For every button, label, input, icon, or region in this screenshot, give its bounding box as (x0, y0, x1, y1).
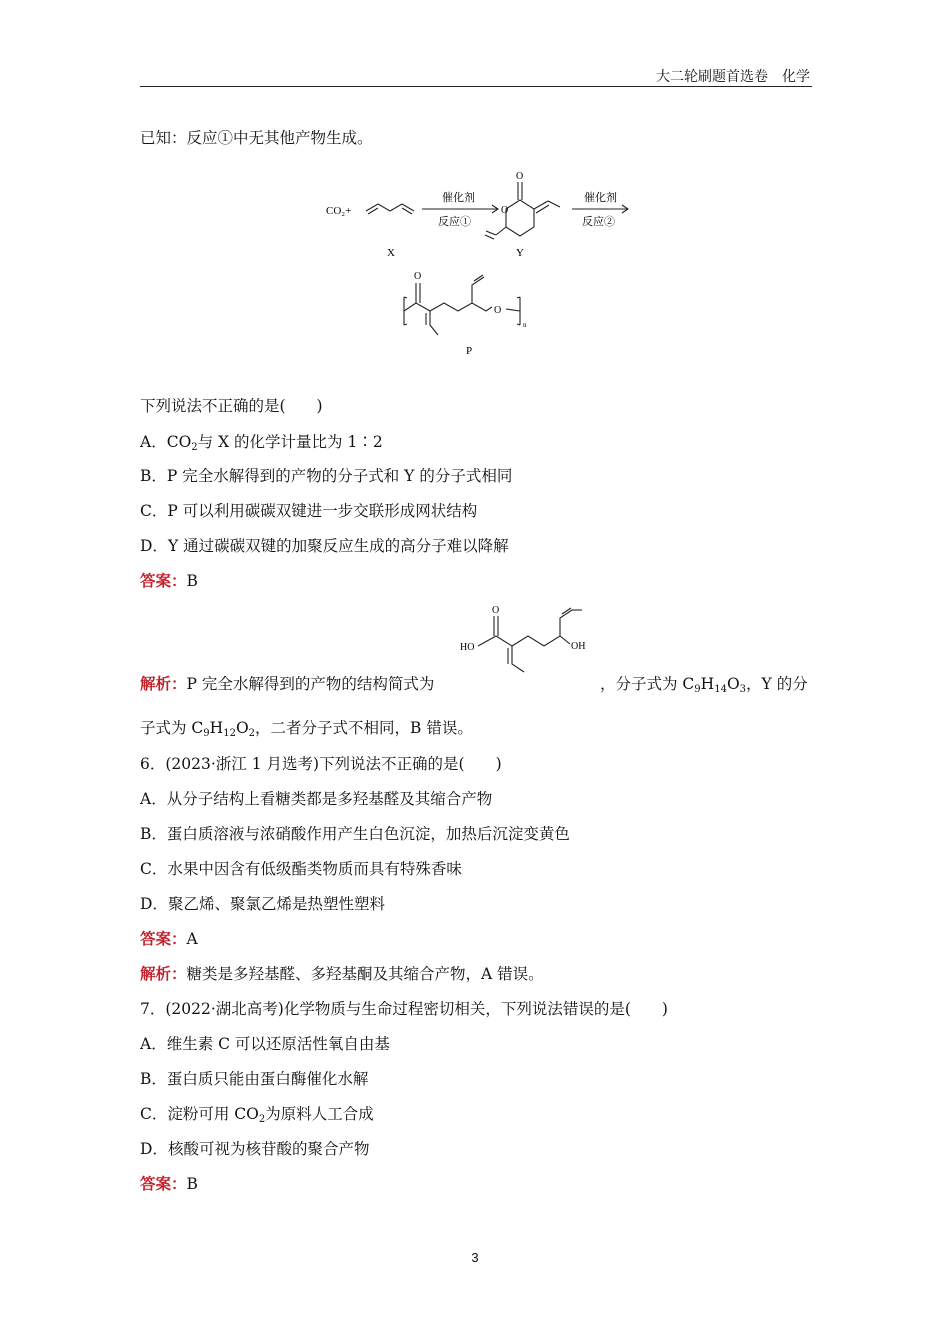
q6-option-d: D．聚乙烯、聚氯乙烯是热塑性塑料 (140, 895, 385, 913)
q5-answer: 答案：B (140, 571, 198, 590)
hydrolysis-product-structure (458, 600, 608, 680)
struct-o: O (492, 605, 500, 616)
page-number: 3 (471, 1250, 479, 1265)
q7-stem: 7．(2022·湖北高考)化学物质与生命过程密切相关，下列说法错误的是( ) (140, 1000, 668, 1018)
y-ring-o: O (501, 205, 509, 216)
polymer-n: n (523, 321, 527, 329)
q6-option-a: A．从分子结构上看糖类都是多羟基醛及其缩合产物 (140, 790, 493, 808)
q6-option-b: B．蛋白质溶液与浓硝酸作用产生白色沉淀，加热后沉淀变黄色 (140, 825, 570, 843)
p-ester-o: O (494, 305, 502, 316)
label-x: X (387, 247, 395, 259)
q5-option-d: D．Y 通过碳碳双键的加聚反应生成的高分子难以降解 (140, 537, 509, 555)
catalyst1-label: 催化剂 (442, 192, 475, 204)
q7-option-c: C．淀粉可用 $CO_2$为原料人工合成 (140, 1105, 374, 1125)
q5-option-c: C．P 可以利用碳碳双键进一步交联形成网状结构 (140, 502, 478, 520)
q6-analysis: 解析：糖类是多羟基醛、多羟基酮及其缩合产物，A 错误。 (140, 964, 544, 983)
catalyst2-label: 催化剂 (584, 192, 617, 204)
p-carbonyl-o: O (414, 271, 422, 282)
co2-label: CO₂+ (326, 205, 352, 217)
intro-text: 已知：反应①中无其他产物生成。 (140, 129, 373, 147)
q5-analysis-line1: 解析：P 完全水解得到的产物的结构简式为 (140, 674, 435, 693)
page-header (140, 66, 812, 87)
q6-answer: 答案：A (140, 929, 198, 948)
q6-option-c: C．水果中因含有低级酯类物质而具有特殊香味 (140, 860, 462, 878)
q5-option-b: B．P 完全水解得到的产物的分子式和 Y 的分子式相同 (140, 467, 513, 485)
q6-stem: 6．(2023·浙江 1 月选考)下列说法不正确的是( ) (140, 755, 502, 773)
header-title: 大二轮刷题首选卷 化学 (656, 69, 810, 85)
reaction-scheme (320, 155, 640, 360)
q7-option-b: B．蛋白质只能由蛋白酶催化水解 (140, 1070, 369, 1088)
q7-answer: 答案：B (140, 1174, 198, 1193)
q5-analysis-formula1: ，分子式为 $C_9H_{14}O_3$，Y 的分 (600, 675, 808, 695)
reaction1-label: 反应① (438, 216, 471, 228)
struct-oh: OH (571, 641, 586, 652)
label-y: Y (516, 247, 524, 259)
y-carbonyl-o: O (516, 171, 524, 182)
q5-analysis-line2: 子式为 $C_9H_{12}O_2$，二者分子式不相同，B 错误。 (140, 719, 473, 739)
struct-ho: HO (460, 642, 475, 653)
reaction2-label: 反应② (582, 216, 615, 228)
label-p: P (466, 345, 473, 357)
q5-option-a: A．$CO_2$与 X 的化学计量比为 1∶2 (140, 433, 383, 453)
q7-option-a: A．维生素 C 可以还原活性氧自由基 (140, 1035, 390, 1053)
q5-stem: 下列说法不正确的是( ) (140, 397, 323, 415)
q7-option-d: D．核酸可视为核苷酸的聚合产物 (140, 1140, 370, 1158)
